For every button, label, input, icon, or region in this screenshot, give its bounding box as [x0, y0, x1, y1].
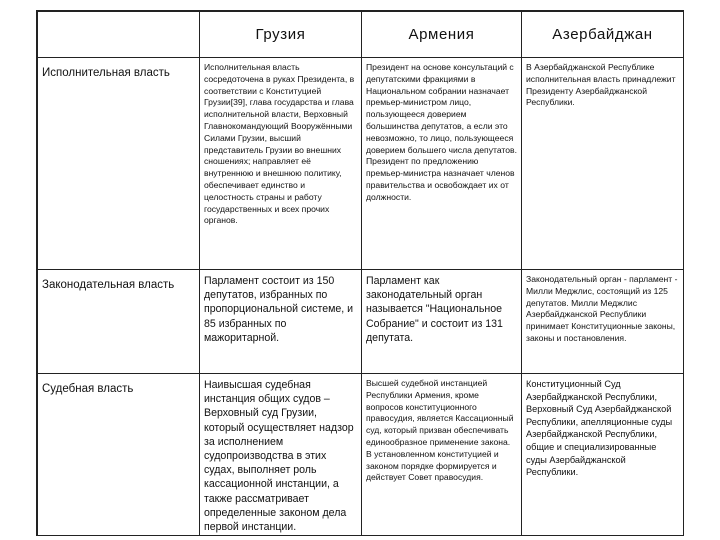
row-label-executive: Исполнительная власть — [38, 58, 200, 270]
cell-georgia-judicial: Наивысшая судебная инстанция общих судов – Верховный суд Грузии, который осуществляет надзор за исполнением судопроизводства в этих судах, выполняет роль кассационной инстанции, а также рассматривает определенные законом дела первой инстанции. — [200, 374, 362, 536]
table-row-executive — [38, 58, 684, 270]
comparison-table — [37, 11, 684, 536]
cell-armenia-judicial: Высшей судебной инстанцией Республики Армения, кроме вопросов конституционного правосудия, является Кассационный суд, который призван обеспечивать единообразное применение закона. В установленном конституцией и законом порядке формируется и действует Совет правосудия. — [362, 374, 522, 536]
header-armenia: Армения — [362, 12, 522, 58]
header-azerbaijan: Азербайджан — [522, 12, 684, 58]
header-empty-cell — [38, 12, 200, 58]
table-row-judicial — [38, 374, 684, 536]
table-row-legislative — [38, 270, 684, 374]
cell-azerbaijan-legislative: Законодательный орган - парламент - Милли Меджлис, состоящий из 125 депутатов. Милли Меджлис Азербайджанской Республики принимает Конституционные законы, законы и постановления. — [522, 270, 684, 374]
header-georgia: Грузия — [200, 12, 362, 58]
cell-georgia-executive: Исполнительная власть сосредоточена в руках Президента, в соответствии с Конституцией Грузии[39], глава государства и глава исполнительной власти, Верховный Главнокомандующий Вооружёнными Силами Грузии, высший представитель Грузии во внешних сношениях; направляет её внутреннюю и внешнюю политику, обеспечивает единство и целостность страны и работу государственных и всех прочих органов. — [200, 58, 362, 270]
cell-armenia-legislative: Парламент как законодательный орган называется "Национальное Собрание" и состоит из 131 депутата. — [362, 270, 522, 374]
cell-armenia-executive: Президент на основе консультаций с депутатскими фракциями в Национальном собрании назначает премьер-министром лицо, пользующееся доверием большинства депутатов, а если это невозможно, то лицо, пользующееся доверием большего числа депутатов. Президент по предложению премьер-министра назначает членов правительства и освобождает их от должности. — [362, 58, 522, 270]
row-label-judicial: Судебная власть — [38, 374, 200, 536]
header-row — [38, 12, 684, 58]
cell-azerbaijan-judicial: Конституционный Суд Азербайджанской Республики, Верховный Суд Азербайджанской Республики, апелляционные суды Азербайджанской Республики, общие и специализированные суды Азербайджанской Республики. — [522, 374, 684, 536]
cell-georgia-legislative: Парламент состоит из 150 депутатов, избранных по пропорциональной системе, и 85 избранных по мажоритарной. — [200, 270, 362, 374]
cell-azerbaijan-executive: В Азербайджанской Республике исполнительная власть принадлежит Президенту Азербайджанской Республики. — [522, 58, 684, 270]
row-label-legislative: Законодательная власть — [38, 270, 200, 374]
comparison-table-sheet — [36, 10, 684, 536]
